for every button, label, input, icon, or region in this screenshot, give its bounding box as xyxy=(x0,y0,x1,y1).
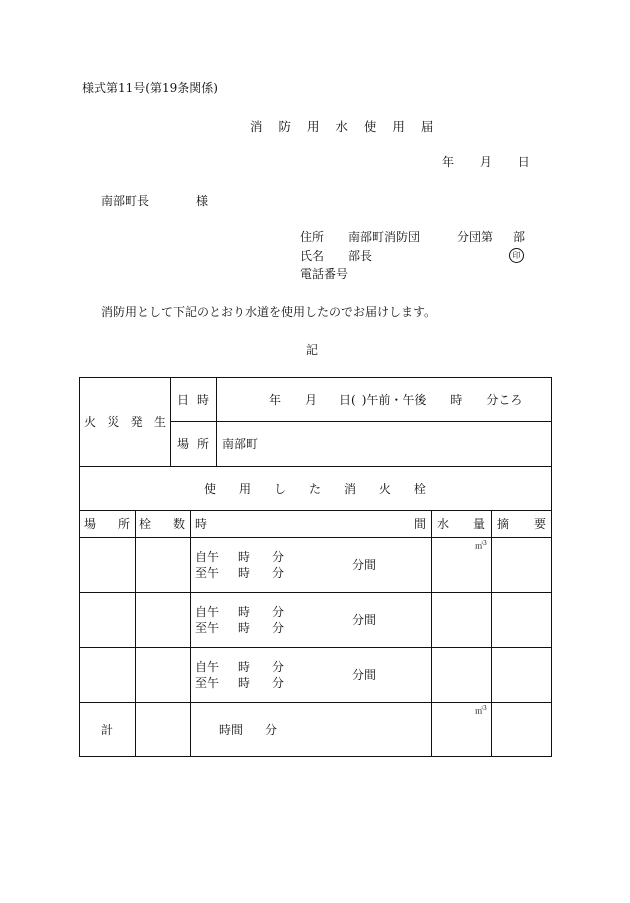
total-time: 時間 分 xyxy=(219,723,278,737)
date-year: 年 xyxy=(442,155,455,169)
name-value: 部長 xyxy=(348,249,373,263)
col-count: 栓 数 xyxy=(139,517,185,531)
col-time: 時 間 xyxy=(195,517,426,531)
fire-char-1: 火 xyxy=(84,415,97,429)
seal-mark: 印 xyxy=(509,248,524,263)
applicant-address xyxy=(300,231,525,243)
fire-char-3: 発 xyxy=(130,415,143,429)
date-month: 月 xyxy=(479,155,492,169)
fire-char-2: 災 xyxy=(107,415,120,429)
place-value: 南部町 xyxy=(222,437,259,451)
applicant-name xyxy=(300,250,372,262)
address-label: 住所 xyxy=(300,230,325,244)
applicant-phone xyxy=(300,268,348,280)
addressee xyxy=(101,195,208,207)
form-grid xyxy=(79,377,552,757)
date-day: 日 xyxy=(517,155,530,169)
total-label: 計 xyxy=(101,723,114,737)
body-text: 消防用として下記のとおり水道を使用したのでお届けします。 xyxy=(101,305,437,319)
address-value: 南部町消防団 xyxy=(348,230,421,244)
ki-heading: 記 xyxy=(306,343,319,357)
phone-label: 電話番号 xyxy=(300,267,349,281)
row1-minutes: 分間 xyxy=(352,558,377,572)
row2-minutes: 分間 xyxy=(352,613,377,627)
form-number: 様式第11号(第19条関係) xyxy=(82,81,218,95)
grid-lines xyxy=(79,377,552,757)
addressee-suffix: 様 xyxy=(196,194,209,208)
fire-char-4: 生 xyxy=(153,415,166,429)
row3-minutes: 分間 xyxy=(352,668,377,682)
hydrant-header: 使 用 し た 消 火 栓 xyxy=(204,482,426,496)
name-label: 氏名 xyxy=(300,249,325,263)
col-remarks: 摘 要 xyxy=(497,517,546,531)
unit-mark-total: ㎥$^3$ xyxy=(475,705,487,716)
row2-times: 自午 時 分 至午 時 分 xyxy=(195,605,285,635)
branch-suffix: 部 xyxy=(513,230,526,244)
addressee-name: 南部町長 xyxy=(101,194,150,208)
col-volume: 水 量 xyxy=(437,517,485,531)
unit-mark-1: ㎥$^3$ xyxy=(475,540,487,551)
place-label: 場 所 xyxy=(177,437,209,451)
document-title: 消 防 用 水 使 用 届 xyxy=(250,119,440,134)
branch-prefix: 分団第 xyxy=(457,230,494,244)
row3-times: 自午 時 分 至午 時 分 xyxy=(195,660,285,690)
datetime-label: 日 時 xyxy=(177,393,209,407)
row1-times: 自午 時 分 至午 時 分 xyxy=(195,550,285,580)
fire-occurrence xyxy=(84,416,166,428)
date-line xyxy=(442,156,530,168)
col-place: 場 所 xyxy=(84,517,130,531)
datetime-value: 年 月 日( )午前・午後 時 分ころ xyxy=(269,393,523,407)
